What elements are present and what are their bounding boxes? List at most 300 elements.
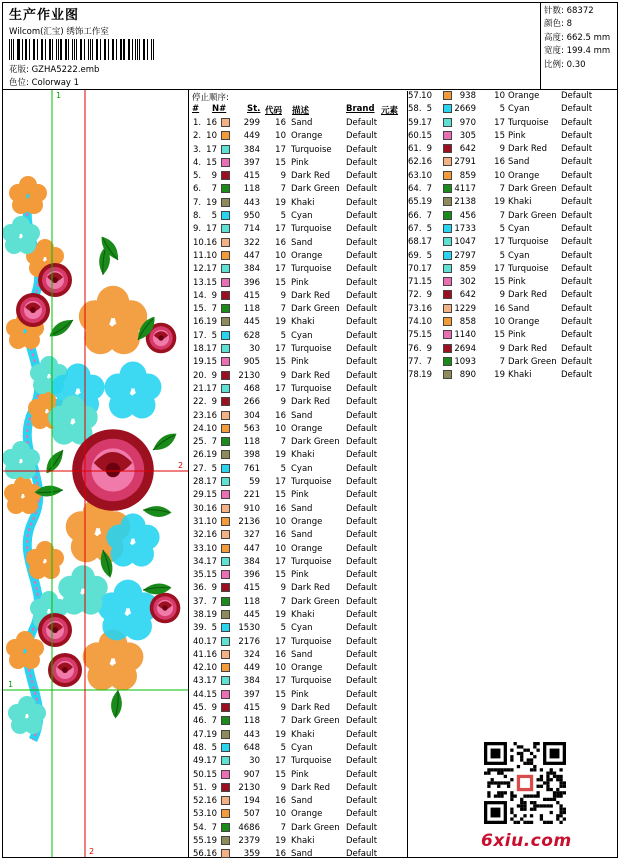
row-index: 47. xyxy=(193,729,207,740)
row-code: 15 xyxy=(494,330,505,341)
row-code: 10 xyxy=(275,250,286,261)
row-stitches: 384 xyxy=(243,556,260,567)
row-brand: Default xyxy=(561,197,593,208)
row-stitches: 397 xyxy=(243,689,260,700)
row-code: 5 xyxy=(280,623,286,634)
qr-module xyxy=(530,808,533,811)
row-index: 37. xyxy=(193,596,207,607)
row-brand: Default xyxy=(561,130,593,141)
qr-module xyxy=(523,804,526,807)
qr-module xyxy=(536,778,539,781)
sequence-row xyxy=(191,464,406,477)
color-swatch xyxy=(221,597,230,606)
row-code: 9 xyxy=(280,782,286,793)
qr-module xyxy=(536,804,539,807)
row-stitches: 2791 xyxy=(454,157,476,168)
qr-module xyxy=(543,804,546,807)
row-brand: Default xyxy=(561,250,593,261)
qr-module xyxy=(510,758,513,761)
row-needle: 19 xyxy=(421,370,432,381)
row-needle: 16 xyxy=(421,157,432,168)
qr-module xyxy=(500,768,503,771)
row-stitches: 30 xyxy=(249,344,260,355)
row-code: 15 xyxy=(275,769,286,780)
sequence-row xyxy=(408,251,617,264)
stat-row xyxy=(544,45,617,58)
guide-marker-right: 2 xyxy=(178,461,184,470)
row-description: Cyan xyxy=(508,223,530,234)
qr-module xyxy=(540,768,543,771)
row-needle: 5 xyxy=(426,250,432,261)
color-swatch xyxy=(221,464,230,473)
row-brand: Default xyxy=(346,742,378,753)
row-code: 5 xyxy=(499,104,505,115)
row-needle: 7 xyxy=(211,716,217,727)
qr-module xyxy=(533,794,536,797)
row-description: Pink xyxy=(508,277,526,288)
row-brand: Default xyxy=(561,223,593,234)
qr-module xyxy=(510,794,513,797)
sequence-row xyxy=(191,676,406,689)
color-swatch xyxy=(221,809,230,818)
row-code: 19 xyxy=(275,729,286,740)
row-index: 27. xyxy=(193,463,207,474)
qr-module xyxy=(556,814,559,817)
guide-marker-top: 1 xyxy=(56,91,62,100)
qr-module xyxy=(530,768,533,771)
stat-label: 宽度 xyxy=(544,46,562,57)
sequence-row xyxy=(191,450,406,463)
row-brand: Default xyxy=(346,849,378,860)
qr-module xyxy=(520,745,523,748)
row-index: 9. xyxy=(193,224,202,235)
row-needle: 15 xyxy=(206,769,217,780)
row-code: 15 xyxy=(275,157,286,168)
row-index: 52. xyxy=(193,796,207,807)
sequence-row xyxy=(191,357,406,370)
stat-value: 0.30 xyxy=(566,59,586,70)
row-code: 5 xyxy=(280,463,286,474)
sequence-row xyxy=(408,224,617,237)
colorway-label: 色位: xyxy=(9,78,29,88)
color-swatch xyxy=(221,570,230,579)
row-brand: Default xyxy=(346,184,378,195)
row-needle: 17 xyxy=(206,756,217,767)
row-index: 32. xyxy=(193,530,207,541)
row-description: Pink xyxy=(291,490,309,501)
row-description: Orange xyxy=(291,131,323,142)
qr-code xyxy=(484,742,566,824)
qr-module xyxy=(559,804,562,807)
row-stitches: 221 xyxy=(243,490,260,501)
row-description: Cyan xyxy=(508,104,530,115)
qr-module xyxy=(550,788,553,791)
row-description: Turquoise xyxy=(291,224,332,235)
row-description: Khaki xyxy=(291,729,315,740)
site-logo: 6xiu.com xyxy=(481,831,572,851)
row-description: Dark Red xyxy=(291,397,331,408)
color-swatch xyxy=(221,557,230,566)
row-index: 50. xyxy=(193,769,207,780)
qr-module xyxy=(559,808,562,811)
sequence-row xyxy=(408,330,617,343)
row-description: Pink xyxy=(508,330,526,341)
row-description: Sand xyxy=(291,796,313,807)
barcode-bar xyxy=(45,39,46,60)
qr-module xyxy=(494,781,497,784)
sequence-row xyxy=(408,357,617,370)
row-needle: 10 xyxy=(421,170,432,181)
row-code: 5 xyxy=(499,250,505,261)
qr-module xyxy=(520,817,523,820)
row-description: Turquoise xyxy=(508,117,549,128)
row-needle: 10 xyxy=(206,516,217,527)
color-swatch xyxy=(221,583,230,592)
qr-module xyxy=(510,808,513,811)
color-swatch xyxy=(221,238,230,247)
row-index: 26. xyxy=(193,450,207,461)
row-index: 70. xyxy=(408,263,422,274)
qr-module xyxy=(504,768,507,771)
row-description: Cyan xyxy=(291,742,313,753)
row-description: Khaki xyxy=(291,450,315,461)
qr-module xyxy=(550,804,553,807)
row-stitches: 396 xyxy=(243,570,260,581)
row-stitches: 384 xyxy=(243,264,260,275)
row-needle: 7 xyxy=(426,356,432,367)
row-needle: 16 xyxy=(206,530,217,541)
row-needle: 16 xyxy=(206,849,217,860)
sequence-row xyxy=(408,104,617,117)
row-code: 16 xyxy=(275,530,286,541)
color-swatch xyxy=(221,623,230,632)
row-code: 16 xyxy=(275,237,286,248)
row-needle: 10 xyxy=(206,250,217,261)
sequence-row xyxy=(191,184,406,197)
sequence-row xyxy=(191,198,406,211)
qr-module xyxy=(559,821,562,824)
row-stitches: 642 xyxy=(459,290,476,301)
qr-module xyxy=(533,745,536,748)
qr-module xyxy=(536,794,539,797)
qr-module xyxy=(550,768,553,771)
row-needle: 9 xyxy=(211,290,217,301)
row-brand: Default xyxy=(346,463,378,474)
row-code: 16 xyxy=(275,118,286,128)
row-stitches: 628 xyxy=(243,330,260,341)
barcode-bar xyxy=(84,39,85,60)
row-index: 57. xyxy=(408,91,422,101)
row-brand: Default xyxy=(346,623,378,634)
row-index: 31. xyxy=(193,516,207,527)
row-description: Dark Green xyxy=(291,184,340,195)
row-code: 7 xyxy=(280,716,286,727)
qr-module xyxy=(533,755,536,758)
row-needle: 19 xyxy=(206,836,217,847)
row-index: 6. xyxy=(193,184,202,195)
row-stitches: 396 xyxy=(243,277,260,288)
row-brand: Default xyxy=(346,370,378,381)
color-swatch xyxy=(221,331,230,340)
row-code: 19 xyxy=(494,370,505,381)
qr-module xyxy=(550,821,553,824)
row-needle: 17 xyxy=(421,237,432,248)
row-description: Sand xyxy=(291,503,313,514)
row-description: Dark Green xyxy=(291,596,340,607)
row-index: 21. xyxy=(193,383,207,394)
row-index: 11. xyxy=(193,250,207,261)
row-brand: Default xyxy=(346,756,378,767)
qr-module xyxy=(520,808,523,811)
row-code: 17 xyxy=(494,117,505,128)
row-brand: Default xyxy=(346,596,378,607)
row-brand: Default xyxy=(561,144,593,155)
qr-module xyxy=(530,801,533,804)
row-code: 16 xyxy=(275,796,286,807)
header-element: 元素 xyxy=(381,106,399,116)
color-swatch xyxy=(221,371,230,380)
row-index: 1. xyxy=(193,118,202,128)
color-swatch xyxy=(221,690,230,699)
colorway-row xyxy=(9,76,79,88)
qr-module xyxy=(514,814,517,817)
row-needle: 10 xyxy=(206,809,217,820)
row-brand: Default xyxy=(561,330,593,341)
row-stitches: 118 xyxy=(243,304,260,315)
qr-module xyxy=(507,781,510,784)
sequence-row xyxy=(191,823,406,836)
stat-separator: : xyxy=(561,32,567,43)
row-description: Turquoise xyxy=(291,344,332,355)
row-description: Cyan xyxy=(291,330,313,341)
row-description: Khaki xyxy=(291,197,315,208)
row-needle: 5 xyxy=(426,223,432,234)
barcode-bar xyxy=(68,39,69,60)
qr-module xyxy=(559,785,562,788)
row-index: 60. xyxy=(408,130,422,141)
color-swatch xyxy=(221,278,230,287)
barcode-bar xyxy=(123,39,124,60)
qr-module xyxy=(523,808,526,811)
color-swatch xyxy=(221,650,230,659)
qr-module xyxy=(556,817,559,820)
row-brand: Default xyxy=(561,356,593,367)
qr-module xyxy=(494,768,497,771)
row-code: 15 xyxy=(275,357,286,368)
row-index: 10. xyxy=(193,237,207,248)
row-stitches: 304 xyxy=(243,410,260,421)
qr-module xyxy=(563,811,566,814)
row-needle: 16 xyxy=(206,237,217,248)
row-brand: Default xyxy=(346,836,378,847)
color-swatch xyxy=(221,224,230,233)
row-code: 5 xyxy=(280,742,286,753)
sequence-row xyxy=(191,583,406,596)
qr-module xyxy=(559,768,562,771)
qr-module xyxy=(500,794,503,797)
row-index: 22. xyxy=(193,397,207,408)
row-code: 17 xyxy=(275,224,286,235)
qr-module xyxy=(533,768,536,771)
qr-module xyxy=(536,749,539,752)
row-stitches: 30 xyxy=(249,756,260,767)
row-index: 62. xyxy=(408,157,422,168)
row-index: 43. xyxy=(193,676,207,687)
sequence-row xyxy=(191,437,406,450)
row-description: Pink xyxy=(291,769,309,780)
row-stitches: 2797 xyxy=(454,250,476,261)
row-brand: Default xyxy=(561,370,593,381)
row-code: 7 xyxy=(499,210,505,221)
row-brand: Default xyxy=(561,157,593,168)
row-brand: Default xyxy=(346,437,378,448)
row-description: Orange xyxy=(291,809,323,820)
qr-module xyxy=(520,752,523,755)
qr-module xyxy=(510,798,513,801)
row-index: 63. xyxy=(408,170,422,181)
row-code: 17 xyxy=(275,344,286,355)
row-code: 9 xyxy=(499,144,505,155)
row-needle: 16 xyxy=(206,796,217,807)
sequence-column-1 xyxy=(191,118,406,860)
stat-label: 针数 xyxy=(544,6,562,16)
barcode-bar xyxy=(18,39,19,60)
row-needle: 15 xyxy=(421,277,432,288)
color-swatch xyxy=(221,291,230,300)
row-description: Turquoise xyxy=(291,383,332,394)
row-stitches: 1047 xyxy=(454,237,476,248)
row-needle: 9 xyxy=(426,343,432,354)
row-index: 53. xyxy=(193,809,207,820)
row-needle: 17 xyxy=(206,676,217,687)
sequence-row xyxy=(191,849,406,860)
qr-module xyxy=(563,785,566,788)
qr-module xyxy=(523,749,526,752)
row-needle: 5 xyxy=(211,742,217,753)
row-brand: Default xyxy=(346,197,378,208)
color-swatch xyxy=(221,118,230,127)
row-stitches: 447 xyxy=(243,543,260,554)
qr-module xyxy=(530,752,533,755)
sequence-row xyxy=(191,264,406,277)
sequence-row xyxy=(191,371,406,384)
row-needle: 17 xyxy=(206,556,217,567)
row-code: 5 xyxy=(499,223,505,234)
qr-module xyxy=(510,791,513,794)
color-swatch xyxy=(221,637,230,646)
row-index: 45. xyxy=(193,703,207,714)
row-needle: 17 xyxy=(206,383,217,394)
row-code: 16 xyxy=(494,157,505,168)
color-swatch xyxy=(221,317,230,326)
row-stitches: 2176 xyxy=(238,636,260,647)
row-code: 17 xyxy=(494,263,505,274)
row-stitches: 449 xyxy=(243,131,260,142)
sequence-row xyxy=(191,650,406,663)
qr-module xyxy=(546,778,549,781)
row-index: 58. xyxy=(408,104,422,115)
qr-module xyxy=(527,762,530,765)
color-swatch xyxy=(221,437,230,446)
row-description: Sand xyxy=(291,649,313,660)
stat-separator: : xyxy=(561,46,567,57)
row-index: 8. xyxy=(193,211,202,222)
row-description: Khaki xyxy=(291,836,315,847)
qr-module xyxy=(559,775,562,778)
row-stitches: 322 xyxy=(243,237,260,248)
row-code: 7 xyxy=(499,356,505,367)
qr-module xyxy=(510,755,513,758)
barcode-bar xyxy=(147,39,148,60)
row-index: 73. xyxy=(408,303,422,314)
color-swatch xyxy=(221,796,230,805)
sequence-row xyxy=(191,570,406,583)
row-description: Turquoise xyxy=(291,636,332,647)
row-stitches: 1530 xyxy=(238,623,260,634)
color-swatch xyxy=(221,836,230,845)
sequence-row xyxy=(191,490,406,503)
row-stitches: 2130 xyxy=(238,782,260,793)
worksheet xyxy=(2,2,618,858)
row-stitches: 2138 xyxy=(454,197,476,208)
row-description: Sand xyxy=(508,303,530,314)
qr-module xyxy=(536,785,539,788)
row-stitches: 447 xyxy=(243,250,260,261)
qr-module xyxy=(530,814,533,817)
row-brand: Default xyxy=(346,636,378,647)
row-needle: 10 xyxy=(421,91,432,101)
row-index: 7. xyxy=(193,197,202,208)
row-code: 17 xyxy=(275,264,286,275)
row-brand: Default xyxy=(346,410,378,421)
barcode-bar xyxy=(105,39,106,60)
color-swatch xyxy=(221,517,230,526)
qr-module xyxy=(500,781,503,784)
row-brand: Default xyxy=(346,357,378,368)
color-swatch xyxy=(221,770,230,779)
stats-box xyxy=(540,3,617,89)
qr-module xyxy=(559,814,562,817)
row-brand: Default xyxy=(346,344,378,355)
row-code: 15 xyxy=(275,689,286,700)
qr-module xyxy=(527,758,530,761)
row-brand: Default xyxy=(346,144,378,155)
qr-module xyxy=(559,811,562,814)
qr-module xyxy=(487,785,490,788)
row-index: 25. xyxy=(193,437,207,448)
row-stitches: 563 xyxy=(243,423,260,434)
row-brand: Default xyxy=(346,503,378,514)
color-swatch xyxy=(221,171,230,180)
row-needle: 7 xyxy=(426,210,432,221)
row-index: 66. xyxy=(408,210,422,221)
row-code: 10 xyxy=(275,423,286,434)
row-description: Dark Red xyxy=(291,703,331,714)
row-stitches: 1229 xyxy=(454,303,476,314)
row-brand: Default xyxy=(561,210,593,221)
row-stitches: 1140 xyxy=(454,330,476,341)
stat-separator: : xyxy=(561,59,567,70)
row-needle: 7 xyxy=(211,822,217,833)
row-needle: 17 xyxy=(206,224,217,235)
row-code: 16 xyxy=(275,410,286,421)
qr-module xyxy=(491,749,501,759)
sequence-row xyxy=(191,504,406,517)
row-description: Sand xyxy=(291,849,313,860)
qr-module xyxy=(510,817,513,820)
qr-module xyxy=(487,781,490,784)
row-stitches: 305 xyxy=(459,130,476,141)
